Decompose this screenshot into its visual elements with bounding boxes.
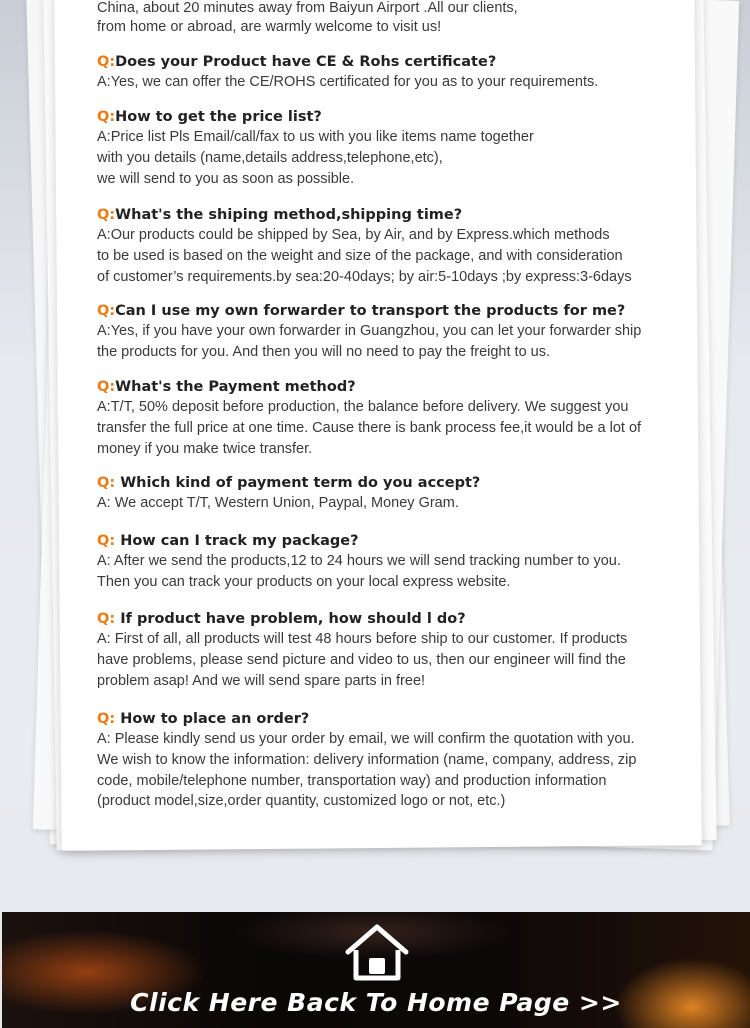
question-text: What's the shiping method,shipping time? bbox=[115, 207, 463, 223]
faq-item bbox=[97, 302, 687, 363]
answer-line: A:Yes, if you have your own forwarder in Guangzhou, you can let your forwarder ship bbox=[97, 323, 642, 339]
answer-line: to be used is based on the weight and size of the package, and with consideration bbox=[97, 247, 623, 264]
q-prefix: Q: bbox=[97, 533, 121, 549]
faq-item bbox=[97, 206, 687, 287]
answer-line: A: First of all, all products will test 48 hours before ship to our customer. If products bbox=[97, 631, 628, 647]
answer-line: we will send to you as soon as possible. bbox=[97, 170, 355, 187]
answer-line: A:Yes, we can offer the CE/ROHS certificated for you as to your requirements. bbox=[97, 74, 599, 90]
faq-item bbox=[97, 378, 687, 459]
question-text: What's the Payment method? bbox=[115, 379, 356, 395]
faq-item bbox=[97, 610, 687, 691]
question-text: How to get the price list? bbox=[115, 109, 322, 125]
question-text: How can I track my package? bbox=[120, 533, 359, 549]
answer-line: A: After we send the products,12 to 24 hours we will send tracking number to you. bbox=[97, 553, 621, 569]
home-icon[interactable] bbox=[342, 922, 412, 984]
q-prefix: Q: bbox=[97, 303, 116, 319]
answer-line: A:T/T, 50% deposit before production, the balance before delivery. We suggest you bbox=[97, 399, 629, 415]
q-prefix: Q: bbox=[97, 207, 116, 223]
faq-item bbox=[97, 474, 687, 514]
answer-line: problem asap! And we will send spare parts in free! bbox=[97, 672, 426, 689]
faq-question bbox=[97, 378, 687, 397]
answer-line: of customer’s requirements.by sea:20-40days; by air:5-10days ;by express:3-6days bbox=[97, 268, 632, 285]
q-prefix: Q: bbox=[97, 109, 116, 125]
answer-line: A:Our products could be shipped by Sea, by Air, and by Express.which methods bbox=[97, 227, 610, 243]
faq-item bbox=[97, 710, 687, 812]
faq-item bbox=[97, 53, 687, 93]
answer-line: have problems, please send picture and video to us, then our engineer will find the bbox=[97, 651, 626, 668]
answer-line: A: We accept T/T, Western Union, Paypal, Money Gram. bbox=[97, 495, 459, 511]
answer-line: (product model,size,order quantity, customized logo or not, etc.) bbox=[97, 793, 506, 810]
intro-line: from home or abroad, are warmly welcome to visit us! bbox=[97, 18, 442, 35]
faq-question bbox=[97, 710, 687, 729]
question-text: Can I use my own forwarder to transport the products for me? bbox=[115, 303, 626, 319]
q-prefix: Q: bbox=[97, 475, 121, 491]
q-prefix: Q: bbox=[97, 611, 121, 627]
q-prefix: Q: bbox=[97, 54, 116, 70]
answer-line: A:Price list Pls Email/call/fax to us with you like items name together bbox=[97, 129, 534, 145]
question-text: Which kind of payment term do you accept? bbox=[120, 475, 481, 491]
intro-line: China, about 20 minutes away from Baiyun Airport .All our clients, bbox=[97, 0, 518, 16]
faq-question bbox=[97, 302, 687, 321]
faq-question bbox=[97, 610, 687, 629]
question-text: Does your Product have CE & Rohs certificate? bbox=[115, 54, 497, 70]
question-text: If product have problem, how should l do? bbox=[120, 611, 466, 627]
answer-line: code, mobile/telephone number, transportation way) and production information bbox=[97, 772, 607, 789]
q-prefix: Q: bbox=[97, 711, 121, 727]
faq-question bbox=[97, 108, 687, 127]
back-to-home-link[interactable]: Click Here Back To Home Page >> bbox=[130, 988, 622, 1017]
faq-question bbox=[97, 532, 687, 551]
answer-line: the products for you. And then you will no need to pay the freight to us. bbox=[97, 343, 551, 360]
faq-question bbox=[97, 474, 687, 493]
answer-line: A: Please kindly send us your order by email, we will confirm the quotation with you. bbox=[97, 731, 635, 747]
answer-line: money if you make twice transfer. bbox=[97, 440, 313, 457]
q-prefix: Q: bbox=[97, 379, 116, 395]
answer-line: transfer the full price at one time. Cause there is bank process fee,it would be a lot of bbox=[97, 419, 642, 436]
answer-line: Then you can track your products on your local express website. bbox=[97, 573, 511, 590]
question-text: How to place an order? bbox=[120, 711, 310, 727]
intro-text bbox=[97, 0, 687, 37]
faq-item bbox=[97, 108, 687, 189]
answer-line: We wish to know the information: delivery information (name, company, address, zip bbox=[97, 751, 637, 768]
faq-question bbox=[97, 53, 687, 72]
back-to-home-banner[interactable] bbox=[2, 912, 750, 1028]
answer-line: with you details (name,details address,telephone,etc), bbox=[97, 149, 443, 166]
faq-item bbox=[97, 532, 687, 593]
faq-question bbox=[97, 206, 687, 225]
